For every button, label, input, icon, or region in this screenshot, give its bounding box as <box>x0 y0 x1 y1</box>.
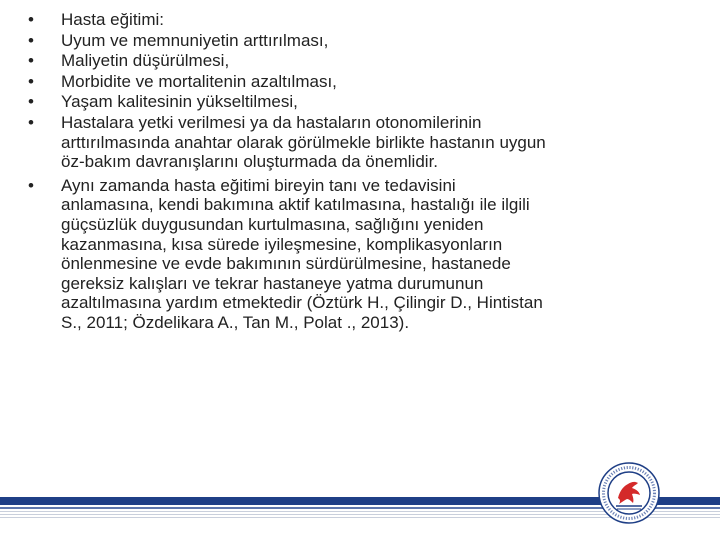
bullet-item: • Uyum ve memnuniyetin arttırılması, <box>28 31 548 51</box>
bullet-list <box>28 10 548 334</box>
bullet-item: • Morbidite ve mortalitenin azaltılması, <box>28 72 548 92</box>
university-seal-icon <box>598 462 660 524</box>
bullet-item: • Yaşam kalitesinin yükseltilmesi, <box>28 92 548 112</box>
bullet-item: • Aynı zamanda hasta eğitimi bireyin tanı ve tedavisini anlamasına, kendi bakımına aktif katılmasına, hastalığı ile ilgili güçsüzlük duygusundan kurtulmasına, sağlığını yeniden kazanmasına, kısa sürede iyileşmesine, komplikasyonların önlenmesine ve evde bakımının sürdürülmesine, hastanede gereksiz kalışları ve tekrar hastaneye yatma durumunun azaltılmasına yardım etmektedir (Öztürk H., Çilingir D., Hintistan S., 2011; Özdelikara A., Tan M., Polat ., 2013). <box>28 176 548 333</box>
bullet-item: • Hastalara yetki verilmesi ya da hastaların otonomilerinin arttırılmasında anahtar olarak görülmekle birlikte hastanın uygun öz-bakım davranışlarını oluşturmada da önemlidir. <box>28 113 548 172</box>
bullet-item: • Hasta eğitimi: <box>28 10 548 30</box>
bullet-item: • Maliyetin düşürülmesi, <box>28 51 548 71</box>
